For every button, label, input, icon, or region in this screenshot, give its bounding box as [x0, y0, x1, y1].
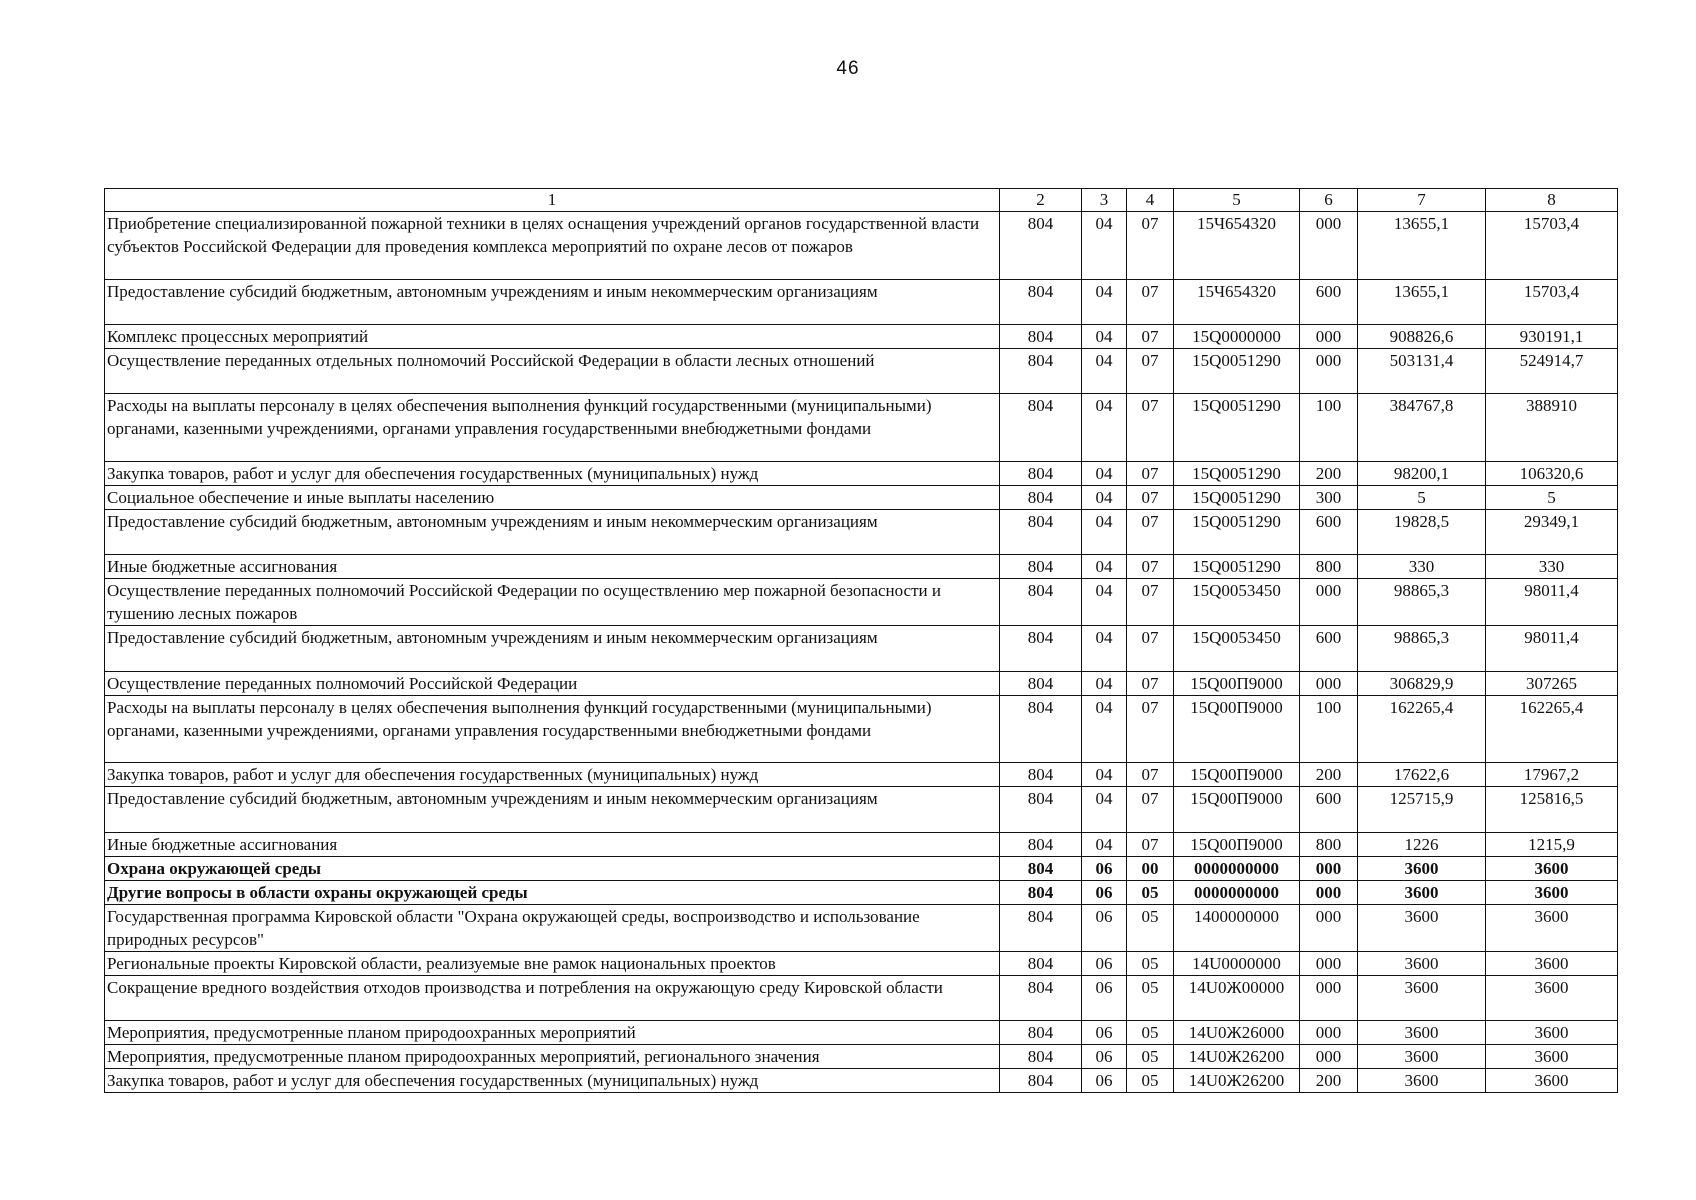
amount-year-1-cell: 17622,6: [1358, 763, 1486, 787]
subsection-2-cell: 07: [1127, 509, 1174, 554]
table-row: [105, 1069, 1618, 1093]
amount-year-1-cell: 162265,4: [1358, 695, 1486, 763]
section-cell: 804: [1000, 279, 1082, 324]
subsection-1-cell: 06: [1082, 904, 1127, 951]
target-article-cell: 15Q0053450: [1174, 579, 1300, 626]
amount-year-1-cell: 125715,9: [1358, 787, 1486, 832]
table-row: [105, 951, 1618, 975]
amount-year-1-cell: 3600: [1358, 904, 1486, 951]
subsection-2-cell: 05: [1127, 975, 1174, 1020]
subsection-2-cell: 05: [1127, 1045, 1174, 1069]
subsection-1-cell: 04: [1082, 579, 1127, 626]
subsection-1-cell: 06: [1082, 951, 1127, 975]
amount-year-2-cell: 3600: [1486, 1045, 1618, 1069]
subsection-1-cell: 04: [1082, 763, 1127, 787]
target-article-cell: 15Q0051290: [1174, 348, 1300, 393]
amount-year-2-cell: 3600: [1486, 904, 1618, 951]
row-name-cell: Социальное обеспечение и иные выплаты населению: [105, 485, 1000, 509]
amount-year-2-cell: 17967,2: [1486, 763, 1618, 787]
section-cell: 804: [1000, 461, 1082, 485]
subsection-1-cell: 04: [1082, 212, 1127, 280]
amount-year-1-cell: 908826,6: [1358, 324, 1486, 348]
subsection-2-cell: 07: [1127, 695, 1174, 763]
row-name-cell: Закупка товаров, работ и услуг для обеспечения государственных (муниципальных) нужд: [105, 763, 1000, 787]
subsection-1-cell: 04: [1082, 555, 1127, 579]
section-cell: 804: [1000, 348, 1082, 393]
table-row: [105, 695, 1618, 763]
amount-year-1-cell: 13655,1: [1358, 212, 1486, 280]
section-cell: 804: [1000, 509, 1082, 554]
amount-year-2-cell: 3600: [1486, 880, 1618, 904]
column-header-1: 1: [105, 189, 1000, 212]
amount-year-2-cell: 106320,6: [1486, 461, 1618, 485]
section-cell: 804: [1000, 904, 1082, 951]
subsection-1-cell: 04: [1082, 461, 1127, 485]
expense-type-cell: 600: [1300, 787, 1358, 832]
expense-type-cell: 000: [1300, 1045, 1358, 1069]
section-cell: 804: [1000, 832, 1082, 856]
subsection-1-cell: 04: [1082, 787, 1127, 832]
subsection-2-cell: 07: [1127, 324, 1174, 348]
amount-year-1-cell: 98865,3: [1358, 579, 1486, 626]
amount-year-2-cell: 162265,4: [1486, 695, 1618, 763]
table-row: [105, 787, 1618, 832]
subsection-2-cell: 07: [1127, 348, 1174, 393]
subsection-2-cell: 07: [1127, 671, 1174, 695]
section-cell: 804: [1000, 880, 1082, 904]
subsection-1-cell: 04: [1082, 626, 1127, 671]
target-article-cell: 15Ч654320: [1174, 212, 1300, 280]
amount-year-1-cell: 3600: [1358, 880, 1486, 904]
expense-type-cell: 000: [1300, 975, 1358, 1020]
section-cell: 804: [1000, 579, 1082, 626]
target-article-cell: 15Q00П9000: [1174, 671, 1300, 695]
subsection-1-cell: 04: [1082, 509, 1127, 554]
row-name-cell: Предоставление субсидий бюджетным, автономным учреждениям и иным некоммерческим организациям: [105, 787, 1000, 832]
subsection-2-cell: 05: [1127, 880, 1174, 904]
subsection-1-cell: 04: [1082, 695, 1127, 763]
amount-year-1-cell: 3600: [1358, 975, 1486, 1020]
section-cell: 804: [1000, 975, 1082, 1020]
expense-type-cell: 000: [1300, 1021, 1358, 1045]
section-cell: 804: [1000, 763, 1082, 787]
table-row: [105, 671, 1618, 695]
section-cell: 804: [1000, 212, 1082, 280]
row-name-cell: Закупка товаров, работ и услуг для обеспечения государственных (муниципальных) нужд: [105, 1069, 1000, 1093]
subsection-2-cell: 07: [1127, 832, 1174, 856]
amount-year-2-cell: 98011,4: [1486, 626, 1618, 671]
row-name-cell: Расходы на выплаты персоналу в целях обеспечения выполнения функций государственными (муниципальными) органами, казенными учреждениями, органами управления государственными внебюджетными фондами: [105, 394, 1000, 462]
row-name-cell: Закупка товаров, работ и услуг для обеспечения государственных (муниципальных) нужд: [105, 461, 1000, 485]
subsection-1-cell: 06: [1082, 1045, 1127, 1069]
row-name-cell: Региональные проекты Кировской области, реализуемые вне рамок национальных проектов: [105, 951, 1000, 975]
table-row: [105, 461, 1618, 485]
row-name-cell: Мероприятия, предусмотренные планом природоохранных мероприятий, регионального значения: [105, 1045, 1000, 1069]
target-article-cell: 15Q00П9000: [1174, 832, 1300, 856]
expense-type-cell: 200: [1300, 1069, 1358, 1093]
amount-year-2-cell: 307265: [1486, 671, 1618, 695]
expense-type-cell: 000: [1300, 671, 1358, 695]
section-cell: 804: [1000, 485, 1082, 509]
section-cell: 804: [1000, 671, 1082, 695]
table-row: [105, 1021, 1618, 1045]
amount-year-2-cell: 3600: [1486, 1021, 1618, 1045]
target-article-cell: 15Q00П9000: [1174, 695, 1300, 763]
row-name-cell: Осуществление переданных полномочий Российской Федерации: [105, 671, 1000, 695]
target-article-cell: 14U0Ж26200: [1174, 1045, 1300, 1069]
target-article-cell: 15Q00П9000: [1174, 787, 1300, 832]
section-cell: 804: [1000, 951, 1082, 975]
row-name-cell: Предоставление субсидий бюджетным, автономным учреждениям и иным некоммерческим организациям: [105, 509, 1000, 554]
subsection-2-cell: 07: [1127, 579, 1174, 626]
subsection-2-cell: 07: [1127, 626, 1174, 671]
amount-year-1-cell: 3600: [1358, 1045, 1486, 1069]
subsection-1-cell: 04: [1082, 348, 1127, 393]
amount-year-1-cell: 98200,1: [1358, 461, 1486, 485]
amount-year-1-cell: 3600: [1358, 951, 1486, 975]
table-row: [105, 509, 1618, 554]
row-name-cell: Расходы на выплаты персоналу в целях обеспечения выполнения функций государственными (муниципальными) органами, казенными учреждениями, органами управления государственными внебюджетными фондами: [105, 695, 1000, 763]
section-cell: 804: [1000, 1021, 1082, 1045]
subsection-1-cell: 06: [1082, 880, 1127, 904]
amount-year-2-cell: 930191,1: [1486, 324, 1618, 348]
subsection-2-cell: 07: [1127, 555, 1174, 579]
amount-year-2-cell: 15703,4: [1486, 279, 1618, 324]
row-name-cell: Сокращение вредного воздействия отходов производства и потребления на окружающую среду Кировской области: [105, 975, 1000, 1020]
column-header-7: 7: [1358, 189, 1486, 212]
amount-year-2-cell: 388910: [1486, 394, 1618, 462]
row-name-cell: Предоставление субсидий бюджетным, автономным учреждениям и иным некоммерческим организациям: [105, 626, 1000, 671]
table-row: [105, 832, 1618, 856]
amount-year-1-cell: 384767,8: [1358, 394, 1486, 462]
table-row: [105, 763, 1618, 787]
amount-year-2-cell: 3600: [1486, 1069, 1618, 1093]
expense-type-cell: 200: [1300, 763, 1358, 787]
row-name-cell: Мероприятия, предусмотренные планом природоохранных мероприятий: [105, 1021, 1000, 1045]
amount-year-1-cell: 3600: [1358, 856, 1486, 880]
row-name-cell: Комплекс процессных мероприятий: [105, 324, 1000, 348]
table-row: [105, 880, 1618, 904]
table-header-row: [105, 189, 1618, 212]
subsection-2-cell: 05: [1127, 1069, 1174, 1093]
subsection-1-cell: 04: [1082, 671, 1127, 695]
amount-year-2-cell: 5: [1486, 485, 1618, 509]
subsection-1-cell: 06: [1082, 1021, 1127, 1045]
expense-type-cell: 800: [1300, 832, 1358, 856]
table-row: [105, 324, 1618, 348]
subsection-1-cell: 04: [1082, 485, 1127, 509]
table-row: [105, 348, 1618, 393]
section-cell: 804: [1000, 324, 1082, 348]
target-article-cell: 15Q0051290: [1174, 394, 1300, 462]
table-row: [105, 279, 1618, 324]
section-cell: 804: [1000, 394, 1082, 462]
amount-year-2-cell: 98011,4: [1486, 579, 1618, 626]
subsection-1-cell: 04: [1082, 279, 1127, 324]
section-cell: 804: [1000, 555, 1082, 579]
table-row: [105, 1045, 1618, 1069]
page-number: 46: [836, 58, 860, 79]
amount-year-1-cell: 13655,1: [1358, 279, 1486, 324]
amount-year-1-cell: 3600: [1358, 1021, 1486, 1045]
subsection-2-cell: 07: [1127, 485, 1174, 509]
table-row: [105, 555, 1618, 579]
amount-year-2-cell: 125816,5: [1486, 787, 1618, 832]
subsection-1-cell: 04: [1082, 394, 1127, 462]
section-cell: 804: [1000, 695, 1082, 763]
target-article-cell: 15Q0051290: [1174, 509, 1300, 554]
subsection-2-cell: 07: [1127, 279, 1174, 324]
target-article-cell: 15Q0053450: [1174, 626, 1300, 671]
section-cell: 804: [1000, 1069, 1082, 1093]
amount-year-2-cell: 3600: [1486, 951, 1618, 975]
subsection-1-cell: 06: [1082, 856, 1127, 880]
subsection-2-cell: 07: [1127, 212, 1174, 280]
expense-type-cell: 100: [1300, 394, 1358, 462]
expense-type-cell: 600: [1300, 279, 1358, 324]
expense-type-cell: 000: [1300, 951, 1358, 975]
target-article-cell: 15Q0000000: [1174, 324, 1300, 348]
row-name-cell: Осуществление переданных отдельных полномочий Российской Федерации в области лесных отношений: [105, 348, 1000, 393]
row-name-cell: Иные бюджетные ассигнования: [105, 832, 1000, 856]
column-header-8: 8: [1486, 189, 1618, 212]
table-row: [105, 394, 1618, 462]
expense-type-cell: 800: [1300, 555, 1358, 579]
target-article-cell: 15Q0051290: [1174, 461, 1300, 485]
expense-type-cell: 000: [1300, 348, 1358, 393]
table-row: [105, 856, 1618, 880]
amount-year-1-cell: 330: [1358, 555, 1486, 579]
subsection-2-cell: 07: [1127, 394, 1174, 462]
table-row: [105, 485, 1618, 509]
expense-type-cell: 000: [1300, 856, 1358, 880]
section-cell: 804: [1000, 1045, 1082, 1069]
row-name-cell: Осуществление переданных полномочий Российской Федерации по осуществлению мер пожарной безопасности и тушению лесных пожаров: [105, 579, 1000, 626]
section-cell: 804: [1000, 856, 1082, 880]
table-row: [105, 212, 1618, 280]
table-body: [105, 212, 1618, 1093]
amount-year-2-cell: 15703,4: [1486, 212, 1618, 280]
amount-year-2-cell: 3600: [1486, 856, 1618, 880]
expense-type-cell: 300: [1300, 485, 1358, 509]
expense-type-cell: 600: [1300, 626, 1358, 671]
expense-type-cell: 100: [1300, 695, 1358, 763]
column-header-5: 5: [1174, 189, 1300, 212]
target-article-cell: 15Ч654320: [1174, 279, 1300, 324]
target-article-cell: 15Q0051290: [1174, 555, 1300, 579]
subsection-2-cell: 07: [1127, 787, 1174, 832]
target-article-cell: 14U0000000: [1174, 951, 1300, 975]
amount-year-1-cell: 19828,5: [1358, 509, 1486, 554]
amount-year-1-cell: 1226: [1358, 832, 1486, 856]
expense-type-cell: 000: [1300, 880, 1358, 904]
subsection-2-cell: 05: [1127, 904, 1174, 951]
row-name-cell: Другие вопросы в области охраны окружающей среды: [105, 880, 1000, 904]
amount-year-1-cell: 503131,4: [1358, 348, 1486, 393]
table-row: [105, 975, 1618, 1020]
subsection-2-cell: 07: [1127, 763, 1174, 787]
amount-year-2-cell: 330: [1486, 555, 1618, 579]
amount-year-1-cell: 98865,3: [1358, 626, 1486, 671]
amount-year-2-cell: 1215,9: [1486, 832, 1618, 856]
row-name-cell: Охрана окружающей среды: [105, 856, 1000, 880]
expense-type-cell: 000: [1300, 212, 1358, 280]
section-cell: 804: [1000, 626, 1082, 671]
target-article-cell: 0000000000: [1174, 856, 1300, 880]
row-name-cell: Государственная программа Кировской области "Охрана окружающей среды, воспроизводство и использование природных ресурсов": [105, 904, 1000, 951]
target-article-cell: 15Q00П9000: [1174, 763, 1300, 787]
section-cell: 804: [1000, 787, 1082, 832]
amount-year-1-cell: 3600: [1358, 1069, 1486, 1093]
row-name-cell: Иные бюджетные ассигнования: [105, 555, 1000, 579]
subsection-1-cell: 06: [1082, 975, 1127, 1020]
target-article-cell: 15Q0051290: [1174, 485, 1300, 509]
amount-year-1-cell: 306829,9: [1358, 671, 1486, 695]
target-article-cell: 14U0Ж26000: [1174, 1021, 1300, 1045]
target-article-cell: 14U0Ж26200: [1174, 1069, 1300, 1093]
expense-type-cell: 600: [1300, 509, 1358, 554]
subsection-1-cell: 04: [1082, 324, 1127, 348]
row-name-cell: Приобретение специализированной пожарной техники в целях оснащения учреждений органов государственной власти субъектов Российской Федерации для проведения комплекса мероприятий по охране лесов от пожаров: [105, 212, 1000, 280]
table-row: [105, 626, 1618, 671]
row-name-cell: Предоставление субсидий бюджетным, автономным учреждениям и иным некоммерческим организациям: [105, 279, 1000, 324]
amount-year-2-cell: 29349,1: [1486, 509, 1618, 554]
column-header-4: 4: [1127, 189, 1174, 212]
table-row: [105, 579, 1618, 626]
expense-type-cell: 000: [1300, 579, 1358, 626]
amount-year-1-cell: 5: [1358, 485, 1486, 509]
subsection-2-cell: 00: [1127, 856, 1174, 880]
amount-year-2-cell: 524914,7: [1486, 348, 1618, 393]
expense-type-cell: 000: [1300, 904, 1358, 951]
table-row: [105, 904, 1618, 951]
budget-table: [104, 188, 1618, 1093]
amount-year-2-cell: 3600: [1486, 975, 1618, 1020]
column-header-2: 2: [1000, 189, 1082, 212]
subsection-2-cell: 07: [1127, 461, 1174, 485]
target-article-cell: 1400000000: [1174, 904, 1300, 951]
subsection-1-cell: 04: [1082, 832, 1127, 856]
target-article-cell: 14U0Ж00000: [1174, 975, 1300, 1020]
subsection-2-cell: 05: [1127, 1021, 1174, 1045]
expense-type-cell: 000: [1300, 324, 1358, 348]
target-article-cell: 0000000000: [1174, 880, 1300, 904]
column-header-6: 6: [1300, 189, 1358, 212]
column-header-3: 3: [1082, 189, 1127, 212]
subsection-1-cell: 06: [1082, 1069, 1127, 1093]
expense-type-cell: 200: [1300, 461, 1358, 485]
subsection-2-cell: 05: [1127, 951, 1174, 975]
